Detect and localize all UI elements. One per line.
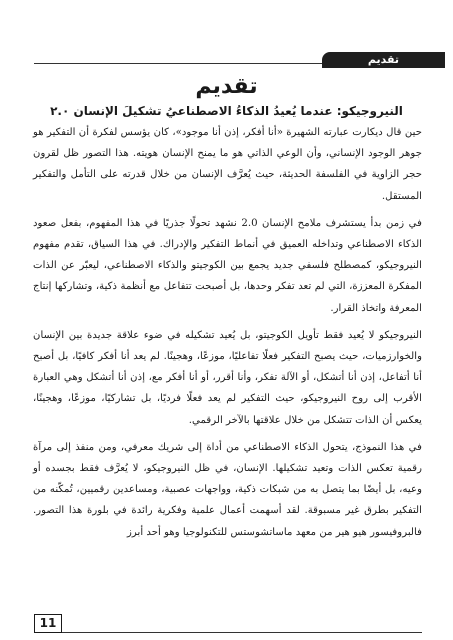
paragraph: حين قال ديكارت عبارته الشهيرة «أنا أفكر، إذن أنا موجود»، كان يؤسس لفكرة أن التفكير هو جوهر الوجود الإنساني، وأن الوعي الذاتي هو ما يمنح الإنسان هويته. هذا التصور ظل لقرون حجر الزاوية في الفلسفة الحديثة، حيث يُعرَّف الإنسان من خلال قدرته على التأمل والتفكير المستقل. [33,127,422,202]
section-header-label: تقديم [322,52,445,68]
paragraph: في زمن بدأ يستشرف ملامح الإنسان 2.0 نشهد تحولًا جذريًا في هذا المفهوم، بفعل صعود الذكاء الاصطناعي وتداخله العميق في أنماط التفكير والإدراك. في هذا السياق، تقدم مفهوم النيروجيكو، كمصطلح فلسفي جديد يجمع بين الكوجيتو والذكاء الاصطناعي، ليعبّر عن الذات المفكرة المعززة، التي لم تعد تفكر وحدها، بل أصبحت تتفاعل مع أنظمة ذكية، وتشاركها إنتاج المعرفة واتخاذ القرار. [33,217,423,314]
page-number: 11 [34,614,62,633]
header-rule [34,63,322,64]
body-text [33,122,422,549]
paragraph: في هذا النموذج، يتحول الذكاء الاصطناعي من أداة إلى شريك معرفي، ومن منفذ إلى مرآة رقمية تعكس الذات وتعيد تشكيلها. الإنسان، في ظل النيروجيكو، لا يُعرَّف فقط بجسده أو وعيه، بل أيضًا بما يتصل به من شبكات ذكية، وواجهات عصبية، ومساعدين رقميين، تُمكّنه من التفكير بطرق غير مسبوقة. لقد أسهمت أعمال علمية وفكرية رائدة في بلورة هذا التصور. فالبروفيسور هيو هير من معهد ماساتشوستس للتكنولوجيا وهو أحد أبرز [33,441,422,538]
paragraph: النيروجيكو لا يُعيد فقط تأويل الكوجيتو، بل يُعيد تشكيله في ضوء علاقة جديدة بين الإنسان والخوارزميات، حيث يصبح التفكير فعلًا تفاعليًا، موزعًا، وهجينًا. لم يعد أنا أفكر كافيًا، بل أصبح أنا أتفاعل، إذن أنا أتشكل، أو الآلة تفكر، وأنا أقرر، أو أنا أفكر مع، إذن أنا أتشكل وهي العبارة الأقرب إلى روح النيروجيكو، حيث التفكير لم يعد فعلًا فرديًا، بل تشاركيًا، موزعًا، وهجينًا، يعكس أن الذات تتشكل من خلال علاقتها بالآخر الرقمي. [33,329,422,426]
footer-rule [62,632,422,633]
page-title: تقديم [195,74,258,99]
page-subtitle: النيروجيكو: عندما يُعيدُ الذكاءُ الاصطناعيُ تشكيلَ الإنسان ٢.٠ [50,104,403,118]
